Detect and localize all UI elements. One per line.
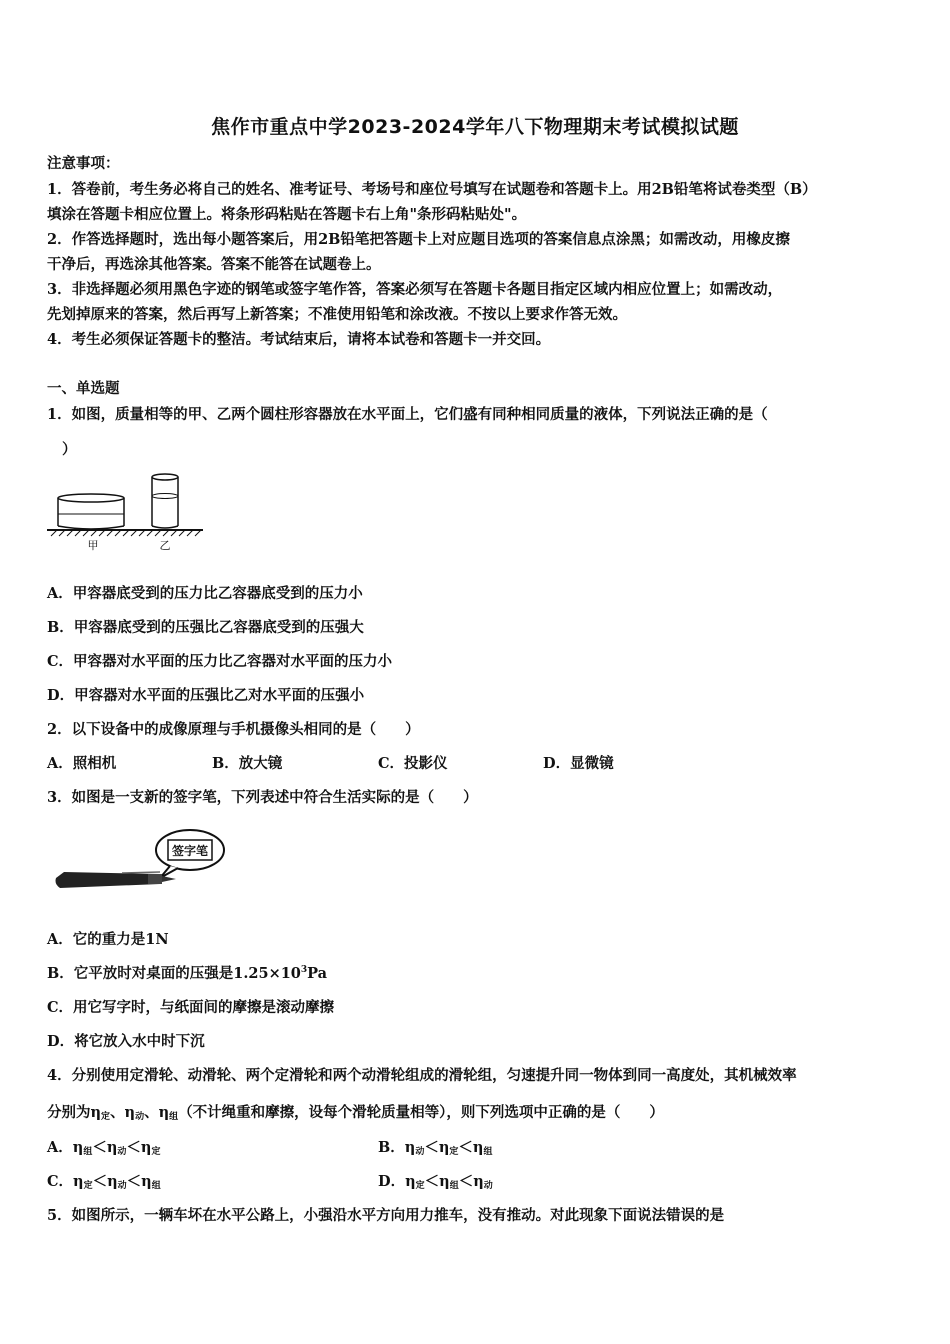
question-4-option-a: A．$\eta_组<\eta_动<\eta_定$ [47, 1139, 161, 1157]
question-1-option-c: C．甲容器对水平面的压力比乙容器对水平面的压力小 [47, 653, 393, 670]
notice-line: 干净后，再选涂其他答案。答案不能答在试题卷上。 [47, 256, 381, 273]
pen-bubble-label: 签字笔 [171, 844, 209, 858]
question-3-option-c: C．用它写字时，与纸面间的摩擦是滚动摩擦 [47, 999, 335, 1016]
notice-heading: 注意事项： [47, 155, 120, 172]
question-2-stem: 2．以下设备中的成像原理与手机摄像头相同的是（ ） [47, 721, 420, 738]
question-1-stem-end: ） [62, 441, 77, 458]
question-5-stem: 5．如图所示，一辆车坏在水平公路上，小强沿水平方向用力推车，没有推动。对此现象下面说法错误的是 [47, 1207, 725, 1224]
pen-figure [52, 826, 232, 898]
question-2-option-b: B．放大镜 [212, 755, 283, 772]
question-2-option-a: A．照相机 [47, 755, 117, 772]
question-3-stem: 3．如图是一支新的签字笔，下列表述中符合生活实际的是（ ） [47, 789, 478, 806]
question-1-stem: 1．如图，质量相等的甲、乙两个圆柱形容器放在水平面上，它们盛有同种相同质量的液体，下列说法正确的是（ [47, 406, 768, 423]
question-4-option-d: D．$\eta_定<\eta_组<\eta_动$ [378, 1173, 493, 1191]
section-heading: 一、单选题 [47, 380, 120, 397]
notice-line: 先划掉原来的答案，然后再写上新答案；不准使用铅笔和涂改液。不按以上要求作答无效。 [47, 306, 627, 323]
question-4-stem-line2: 分别为$\eta_定$、$\eta_动$、$\eta_组$（不计绳重和摩擦，设每个滑轮质量相等），则下列选项中正确的是（ ） [47, 1104, 664, 1122]
option-b-exponent: 3 [300, 965, 308, 976]
question-1-option-d: D．甲容器对水平面的压强比乙对水平面的压强小 [47, 687, 365, 704]
notice-line: 3．非选择题必须用黑色字迹的钢笔或签字笔作答，答案必须写在答题卡各题目指定区域内相应位置上；如需改动， [47, 281, 783, 298]
label-yi: 乙 [159, 539, 171, 552]
question-4-option-c: C．$\eta_定<\eta_动<\eta_组$ [47, 1173, 161, 1191]
notice-line: 1．答卷前，考生务必将自己的姓名、准考证号、考场号和座位号填写在试题卷和答题卡上。用2B铅笔将试卷类型（B） [47, 181, 817, 198]
question-3-option-d: D．将它放入水中时下沉 [47, 1033, 205, 1050]
option-b-unit: Pa [307, 965, 328, 982]
question-4-stem: 4．分别使用定滑轮、动滑轮、两个定滑轮和两个动滑轮组成的滑轮组，匀速提升同一物体到同一高度处，其机械效率 [47, 1067, 797, 1084]
notice-line: 填涂在答题卡相应位置上。将条形码粘贴在答题卡右上角"条形码粘贴处"。 [47, 206, 527, 223]
question-2-option-c: C．投影仪 [378, 755, 448, 772]
notice-line: 4．考生必须保证答题卡的整洁。考试结束后，请将本试卷和答题卡一并交回。 [47, 331, 551, 348]
question-3-option-b [47, 962, 327, 983]
containers-figure [45, 470, 205, 555]
question-1-option-a: A．甲容器底受到的压力比乙容器底受到的压力小 [47, 585, 363, 602]
question-2-option-d: D．显微镜 [543, 755, 614, 772]
question-3-option-a: A．它的重力是1N [47, 931, 169, 948]
option-b-text: B．它平放时对桌面的压强是1.25×10 [47, 965, 301, 982]
notice-line: 2．作答选择题时，选出每小题答案后，用2B铅笔把答题卡上对应题目选项的答案信息点涂黑；如需改动，用橡皮擦 [47, 231, 790, 248]
page-title: 焦作市重点中学2023-2024学年八下物理期末考试模拟试题 [211, 116, 739, 138]
question-4-option-b: B．$\eta_动<\eta_定<\eta_组$ [378, 1139, 493, 1157]
question-1-option-b: B．甲容器底受到的压强比乙容器底受到的压强大 [47, 619, 364, 636]
label-jia: 甲 [87, 539, 99, 552]
